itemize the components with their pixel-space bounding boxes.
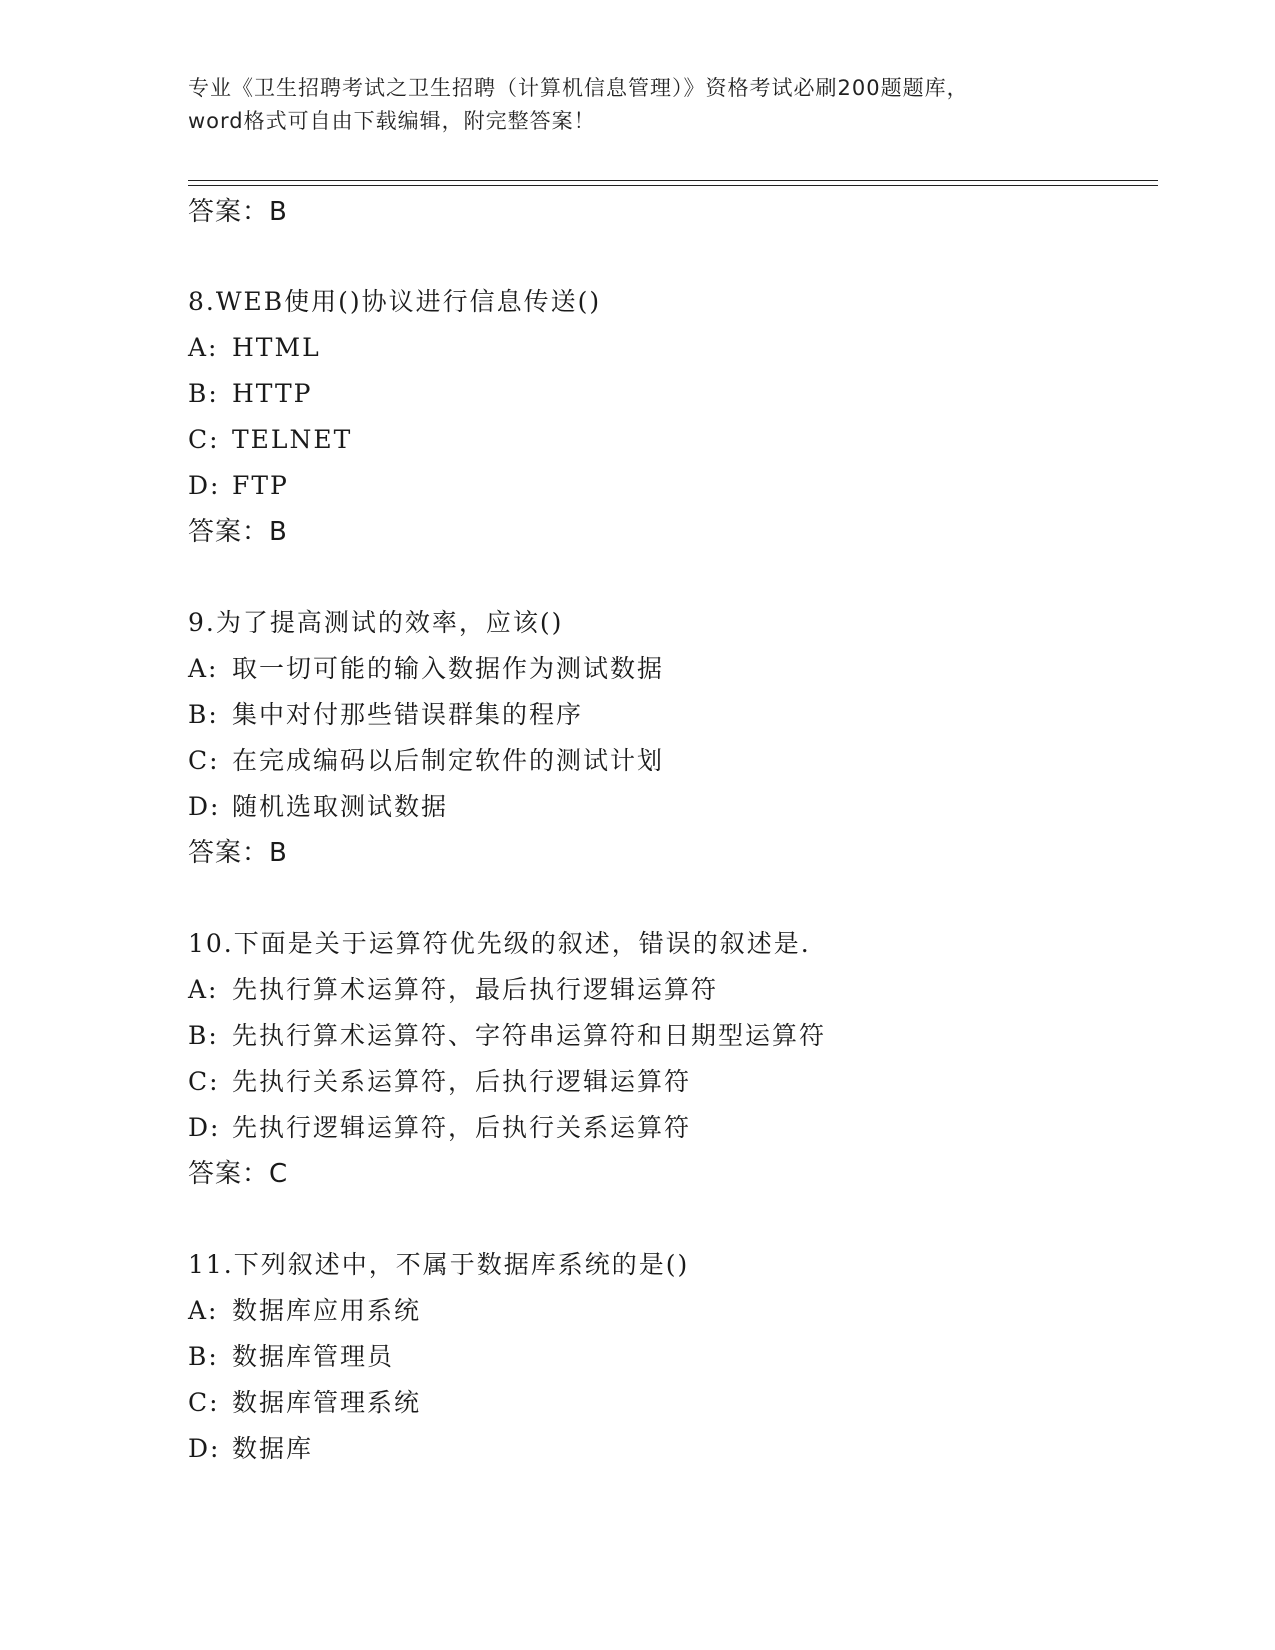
- option-b: [188, 692, 1168, 738]
- option-d: [188, 784, 1168, 830]
- option-letter: B:: [188, 700, 219, 729]
- option-text: 先执行算术运算符，最后执行逻辑运算符: [232, 975, 719, 1004]
- option-letter: C:: [188, 746, 220, 775]
- option-text: 先执行关系运算符，后执行逻辑运算符: [232, 1067, 692, 1096]
- answer-label-q7: 答案：B: [188, 197, 288, 227]
- header-rule-top: [188, 180, 1158, 181]
- option-letter: D:: [188, 471, 221, 500]
- document-body: [188, 190, 1168, 1472]
- option-d: [188, 1105, 1168, 1151]
- option-text: 取一切可能的输入数据作为测试数据: [232, 654, 665, 683]
- header-line-1: 专业《卫生招聘考试之卫生招聘（计算机信息管理）》资格考试必刷200题题库，: [188, 76, 969, 100]
- option-letter: D:: [188, 1113, 221, 1142]
- option-letter: A:: [188, 333, 219, 362]
- option-text: 数据库应用系统: [232, 1296, 422, 1325]
- option-letter: A:: [188, 654, 219, 683]
- answer-label: 答案：B: [188, 838, 288, 868]
- option-letter: B:: [188, 1342, 219, 1371]
- option-letter: C:: [188, 1067, 220, 1096]
- question-8: [188, 279, 1168, 555]
- option-c: [188, 738, 1168, 784]
- header-line-2: word格式可自由下载编辑，附完整答案！: [188, 109, 596, 133]
- question-text: 11.下列叙述中，不属于数据库系统的是(): [188, 1250, 690, 1279]
- option-text: 数据库管理系统: [232, 1388, 422, 1417]
- option-d: [188, 1426, 1168, 1472]
- option-c: [188, 1059, 1168, 1105]
- question-text: 10.下面是关于运算符优先级的叙述，错误的叙述是.: [188, 929, 811, 958]
- option-a: [188, 967, 1168, 1013]
- option-b: [188, 371, 1168, 417]
- option-text: 先执行算术运算符、字符串运算符和日期型运算符: [232, 1021, 827, 1050]
- option-d: [188, 463, 1168, 509]
- option-letter: C:: [188, 1388, 220, 1417]
- option-text: HTTP: [232, 379, 313, 408]
- header-rule-bottom: [188, 185, 1158, 186]
- option-text: 在完成编码以后制定软件的测试计划: [232, 746, 665, 775]
- question-text: 8.WEB使用()协议进行信息传送(): [188, 287, 602, 316]
- option-letter: D:: [188, 792, 221, 821]
- option-text: HTML: [232, 333, 321, 362]
- option-c: [188, 417, 1168, 463]
- option-letter: A:: [188, 975, 219, 1004]
- option-a: [188, 646, 1168, 692]
- question-11: [188, 1242, 1168, 1472]
- option-b: [188, 1334, 1168, 1380]
- question-9: [188, 600, 1168, 876]
- option-text: FTP: [232, 471, 289, 500]
- document-header: [188, 72, 1088, 138]
- option-letter: B:: [188, 1021, 219, 1050]
- option-text: 数据库: [232, 1434, 314, 1463]
- option-a: [188, 1288, 1168, 1334]
- option-c: [188, 1380, 1168, 1426]
- option-a: [188, 325, 1168, 371]
- question-text: 9.为了提高测试的效率，应该(): [188, 608, 564, 637]
- answer-label: 答案：C: [188, 1159, 289, 1189]
- option-letter: A:: [188, 1296, 219, 1325]
- question-10: [188, 921, 1168, 1197]
- option-text: 随机选取测试数据: [232, 792, 449, 821]
- option-letter: D:: [188, 1434, 221, 1463]
- option-text: 先执行逻辑运算符，后执行关系运算符: [232, 1113, 692, 1142]
- option-letter: C:: [188, 425, 220, 454]
- option-letter: B:: [188, 379, 219, 408]
- option-text: 数据库管理员: [232, 1342, 395, 1371]
- option-b: [188, 1013, 1168, 1059]
- answer-label: 答案：B: [188, 517, 288, 547]
- option-text: TELNET: [232, 425, 353, 454]
- option-text: 集中对付那些错误群集的程序: [232, 700, 584, 729]
